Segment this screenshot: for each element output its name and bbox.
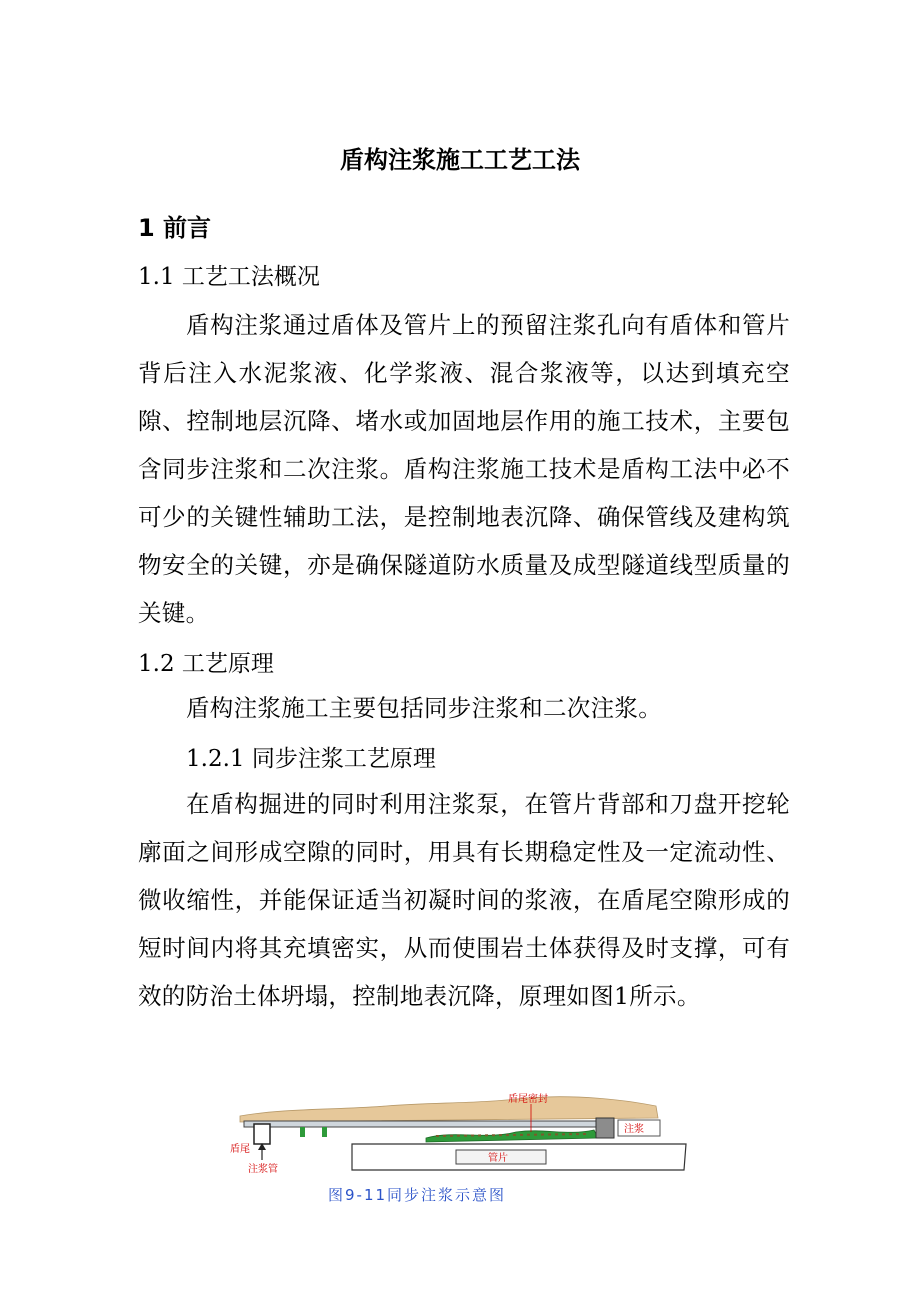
shield-body — [244, 1121, 604, 1127]
grout-pipe-1 — [300, 1127, 305, 1137]
soil-layer — [240, 1097, 658, 1122]
paragraph-overview: 盾构注浆通过盾体及管片上的预留注浆孔向有盾体和管片背后注入水泥浆液、化学浆液、混合浆液等，以达到填充空隙、控制地层沉降、堵水或加固地层作用的施工技术，主要包含同步注浆和二次注浆。盾构注浆施工技术是盾构工法中必不可少的关键性辅助工法，是控制地表沉降、确保管线及建构筑物安全的关键，亦是确保隧道防水质量及成型隧道线型质量的关键。 — [138, 311, 790, 627]
paragraph-principle: 盾构注浆施工主要包括同步注浆和二次注浆。 — [186, 694, 662, 722]
grout-pipe-2 — [322, 1127, 327, 1137]
label-tail-seal: 盾尾密封 — [508, 1094, 548, 1105]
section-heading-1-2-1: 1.2.1 同步注浆工艺原理 — [186, 746, 436, 772]
tail-seal-block — [596, 1118, 614, 1138]
label-tail: 盾尾 — [230, 1144, 250, 1155]
section-heading-1: 1 前言 — [138, 214, 212, 242]
section-heading-1-1: 1.1 工艺工法概况 — [138, 264, 320, 290]
figure-caption: 图9-11同步注浆示意图 — [328, 1186, 507, 1204]
label-segment: 管片 — [488, 1153, 508, 1164]
paragraph-sync-grouting: 在盾构掘进的同时利用注浆泵，在管片背部和刀盘开挖轮廓面之间形成空隙的同时，用具有长期稳定性及一定流动性、微收缩性，并能保证适当初凝时间的浆液，在盾尾空隙形成的短时间内将其充填密实，从而使围岩土体获得及时支撑，可有效的防治土体坍塌，控制地表沉降，原理如图1所示。 — [138, 790, 790, 1010]
label-grout: 注浆 — [624, 1124, 644, 1135]
shield-tail-block — [254, 1124, 270, 1144]
label-pipe: 注浆管 — [248, 1164, 278, 1175]
document-title: 盾构注浆施工工艺工法 — [340, 146, 580, 174]
section-heading-1-2: 1.2 工艺原理 — [138, 651, 274, 677]
